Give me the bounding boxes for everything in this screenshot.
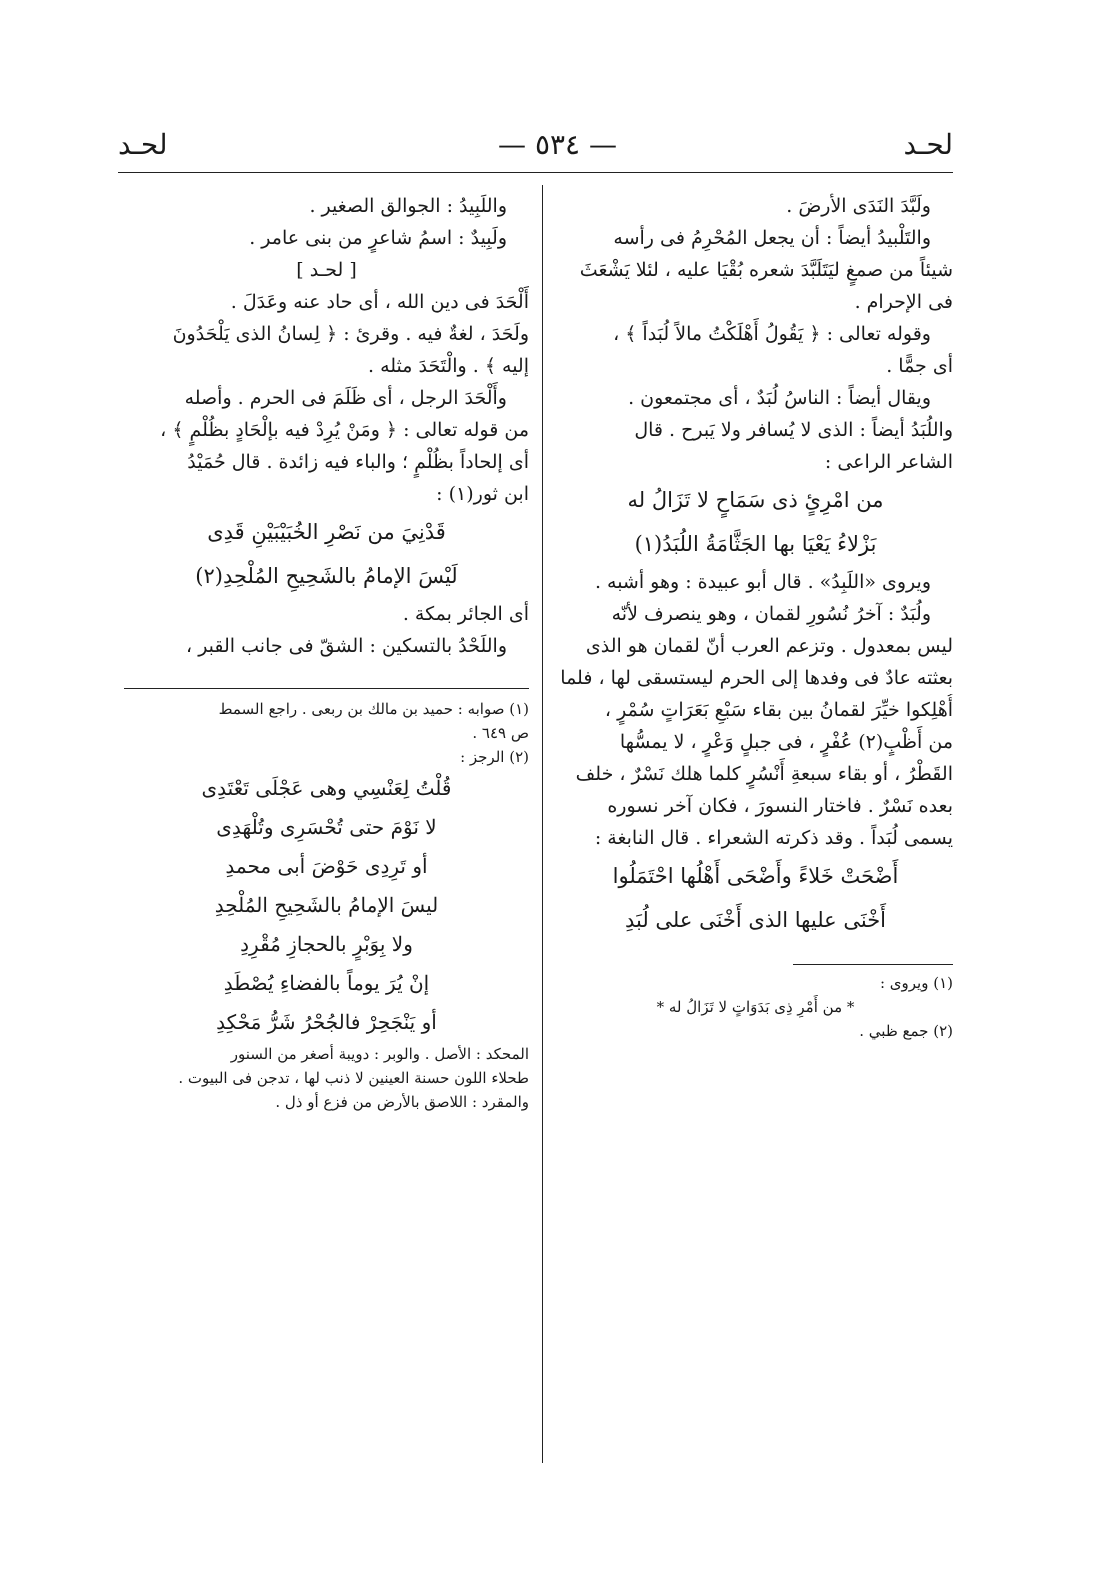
text-line: ولَبِيدٌ : اسمُ شاعرٍ من بنى عامر . xyxy=(249,227,507,249)
footnote-verse: أو تَرِدِى حَوْضَ أبى محمدِ xyxy=(225,854,428,878)
footnote-verse: أو يَنْجَحِرْ فالجُحْرُ شَرُّ مَحْكِدِ xyxy=(216,1010,437,1034)
footnote: (٢) جمع ظبي . xyxy=(859,1022,953,1040)
column-divider xyxy=(542,185,543,1463)
text-line: والتَلْبيدُ أيضاً : أن يجعل المُحْرِمُ فى رأسه xyxy=(613,227,931,249)
verse-line: لَيْسَ الإمامُ بالشَحِيحِ المُلْحِدِ(٢) xyxy=(195,564,458,588)
text-line: القَطْرُ ، أو بقاء سبعةِ أَنْسُرٍ كلما هلك نَسْرٌ ، خلف xyxy=(575,763,953,785)
text-line: ولَبَّدَ النَدَى الأرضَ . xyxy=(786,195,931,217)
text-line: واللَحْدُ بالتسكين : الشقّ فى جانب القبر ، xyxy=(186,635,507,657)
text-line: أى الجائر بمكة . xyxy=(402,603,529,625)
left-column xyxy=(124,190,529,1114)
footnote-verse: * من أَمْرِ ذِى بَدَوَاتٍ لا تَزَالُ له * xyxy=(656,998,855,1016)
verse-line: أَخْنَى عليها الذى أَخْنَى على لُبَدِ xyxy=(624,908,887,932)
text-line: شيئاً من صمغٍ ليَتَلَبَّدَ شعره بُقْيَا عليه ، لئلا يَشْعَثَ xyxy=(579,259,953,281)
text-line: واللَبِيدُ : الجوالق الصغير . xyxy=(309,195,507,217)
text-line: إليه ﴾ . والْتَحَدَ مثله . xyxy=(368,355,529,377)
text-line: ويقال أيضاً : الناسُ لُبَدٌ ، أى مجتمعون . xyxy=(628,387,931,409)
section-heading: [ لحـد ] xyxy=(296,259,357,281)
text-line: أى إلحاداً بظُلْمٍ ؛ والباء فيه زائدة . قال حُمَيْدُ xyxy=(187,451,529,473)
running-head-right: لحـد xyxy=(903,128,953,161)
text-line: أَلْحَدَ فى دين الله ، أى حاد عنه وعَدَلَ . xyxy=(230,291,529,313)
verse-line: من امْرِئٍ ذى سَمَاحٍ لا تَزَالُ له xyxy=(627,488,884,512)
footnote: (١) ويروى : xyxy=(879,974,953,992)
footnote-rule xyxy=(124,688,529,689)
footnote-rule xyxy=(793,964,953,965)
text-line: من قوله تعالى : ﴿ ومَنْ يُرِدْ فيه بإلْحَادٍ بظُلْمٍ ﴾ ، xyxy=(160,419,529,441)
text-line: فى الإحرام . xyxy=(854,291,953,313)
right-column xyxy=(558,190,953,1043)
text-line: بعده نَسْرٌ . فاختار النسورَ ، فكان آخر نسوره xyxy=(607,795,953,817)
text-line: بعثته عادٌ فى وفدها إلى الحرم ليستسقى لها ، فلما xyxy=(560,667,953,689)
running-head-left: لحـد xyxy=(118,128,168,161)
footnote: (١) صوابه : حميد بن مالك بن ربعى . راجع السمط xyxy=(218,700,529,718)
footnote: طحلاء اللون حسنة العينين لا ذنب لها ، تدجن فى البيوت . xyxy=(178,1069,529,1087)
footnote-verse: قُلْتُ لِعَنْسِي وهى عَجْلَى تَعْتَدِى xyxy=(201,776,452,800)
footnote-verse: إنْ يُرَ يوماً بالفضاءِ يُصْطَدِ xyxy=(223,971,430,995)
footnote-verse: ولا بِوَبْرٍ بالحجازِ مُقْرِدِ xyxy=(240,932,413,956)
text-line: الشاعر الراعى : xyxy=(824,451,953,473)
text-line: وأَلْحَدَ الرجل ، أى ظَلَمَ فى الحرم . وأصله xyxy=(184,387,507,409)
text-line: أُهْلِكوا خيِّرَ لقمانُ بين بقاء سَبْعِ بَعَرَاتٍ سُمْرٍ ، xyxy=(604,699,953,721)
footnote-verse: لا نَوْمَ حتى تُحْسَرِى وتُلْهَدِى xyxy=(216,815,437,839)
text-line: وقوله تعالى : ﴿ يَقُولُ أَهْلَكْتُ مالاً لُبَداً ﴾ ، xyxy=(613,323,931,345)
footnote: (٢) الرجز : xyxy=(460,748,529,766)
footnote: المحكد : الأصل . والوبر : دويبة أصغر من السنور xyxy=(230,1045,529,1063)
text-line: ولُبَدٌ : آخرُ نُسُورِ لقمان ، وهو ينصرف لأنّه xyxy=(611,603,931,625)
page-number: — ٥٣٤ — xyxy=(498,128,617,161)
footnote: والمقرد : اللاصق بالأرض من فزع أو ذل . xyxy=(275,1093,529,1111)
footnote: ص ٦٤٩ . xyxy=(472,724,529,742)
text-line: ليس بمعدول . وتزعم العرب أنّ لقمان هو الذى xyxy=(585,635,953,657)
verse-line: بَزْلاءُ يَعْيَا بها الجَثَّامَةُ اللُبَدُ(١) xyxy=(634,532,877,556)
verse-line: أَضْحَتْ خَلاءً وأَضْحَى أَهْلُها احْتَمَلُوا xyxy=(612,864,899,888)
text-line: ويروى «اللَبِدُ» . قال أبو عبيدة : وهو أشبه . xyxy=(594,571,931,593)
text-line: يسمى لُبَداً . وقد ذكرته الشعراء . قال النابغة : xyxy=(594,827,953,849)
text-line: أى جمًّا . xyxy=(886,355,953,377)
text-line: ابن ثور(١) : xyxy=(436,483,529,505)
header-rule xyxy=(118,172,953,173)
footnote-verse: ليسَ الإمامُ بالشَحِيحِ المُلْحِدِ xyxy=(214,893,439,917)
text-line: ولَحَدَ ، لغةٌ فيه . وقرئ : ﴿ لِسانُ الذى يَلْحَدُونَ xyxy=(172,323,529,345)
verse-line: قَدْنِيَ من نَصْرِ الخُبَيْبَيْنِ قَدِى xyxy=(207,520,446,544)
text-line: من أَظْبٍ(٢) عُفْرٍ ، فى جبلٍ وَعْرٍ ، لا يمسُّها xyxy=(619,731,953,753)
text-line: واللُبَدُ أيضاً : الذى لا يُسافر ولا يَبرح . قال xyxy=(634,419,953,441)
